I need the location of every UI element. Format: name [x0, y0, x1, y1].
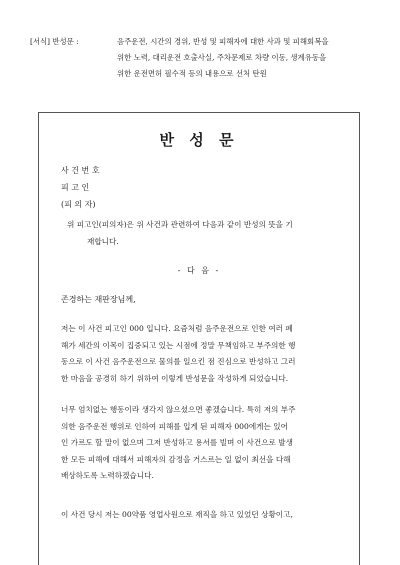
- text-line: 위 피고인(피의자)은 위 사건과 관련하여 다음과 같이 반성의 뜻을 기: [67, 220, 293, 229]
- text-line: 한 모든 피해에 대해서 피해자의 감정을 거스르는 일 없이 최선을 다해: [61, 454, 291, 464]
- text-line: 인 가르도 할 말이 없으며 그저 반성하고 용서를 빌며 이 사건으로 발생: [61, 438, 293, 448]
- text-line: 너무 엄치없는 행동이라 생각지 않으셨으면 좋겠습니다. 특히 저의 부주: [61, 405, 296, 414]
- defendant-label: 피 고 인: [61, 183, 90, 192]
- header-line: 음주운전, 시간의 경위, 반성 및 피해자에 대한 사과 및 피해회복을: [117, 37, 329, 46]
- next-heading: - 다 음 -: [177, 266, 221, 275]
- text-line: 해가 세간의 이목이 집중되고 있는 시점에 정말 무책임하고 부주의한 행: [61, 340, 296, 350]
- text-line: 한 마음을 공경히 하기 위하여 이렇게 반성문을 작성하게 되었습니다.: [61, 373, 289, 383]
- document-frame: [38, 112, 360, 565]
- header-line: 위한 노력, 대리운전 호출사실, 주차문제로 차량 이동, 생계유동을: [117, 53, 327, 62]
- greeting: 존경하는 재판장님께,: [61, 295, 136, 304]
- body-paragraph: [61, 321, 345, 387]
- intro-paragraph: [61, 217, 345, 250]
- text-line: 의한 음주운전 행위로 인하여 피해를 입게 된 피해자 000에게는 있어: [61, 421, 288, 431]
- text-line: 저는 이 사건 피고인 000 입니다. 요즘처럼 음주운전으로 인한 여러 폐: [61, 324, 293, 333]
- text-line: 재합니다.: [87, 236, 119, 246]
- document-title: 반 성 문: [159, 131, 239, 149]
- form-label: [서식] 반성문 :: [30, 37, 79, 46]
- text-line: 배상하도록 노력하겠습니다.: [61, 471, 154, 481]
- text-line: 동으로 이 사건 음주운전으로 물의를 일으킨 점 진심으로 반성하고 그러: [61, 357, 296, 367]
- case-number-label: 사 건 번 호: [61, 166, 100, 175]
- text-line: 이 사건 당시 저는 00약품 영업사원으로 재직을 하고 있었던 상황이고,: [61, 510, 293, 519]
- body-paragraph: [61, 507, 345, 524]
- header-line: 위한 운전면허 필수적 등의 내용으로 선처 탄원: [117, 69, 267, 78]
- suspect-label: (피 의 자): [61, 200, 96, 209]
- body-paragraph: [61, 402, 345, 485]
